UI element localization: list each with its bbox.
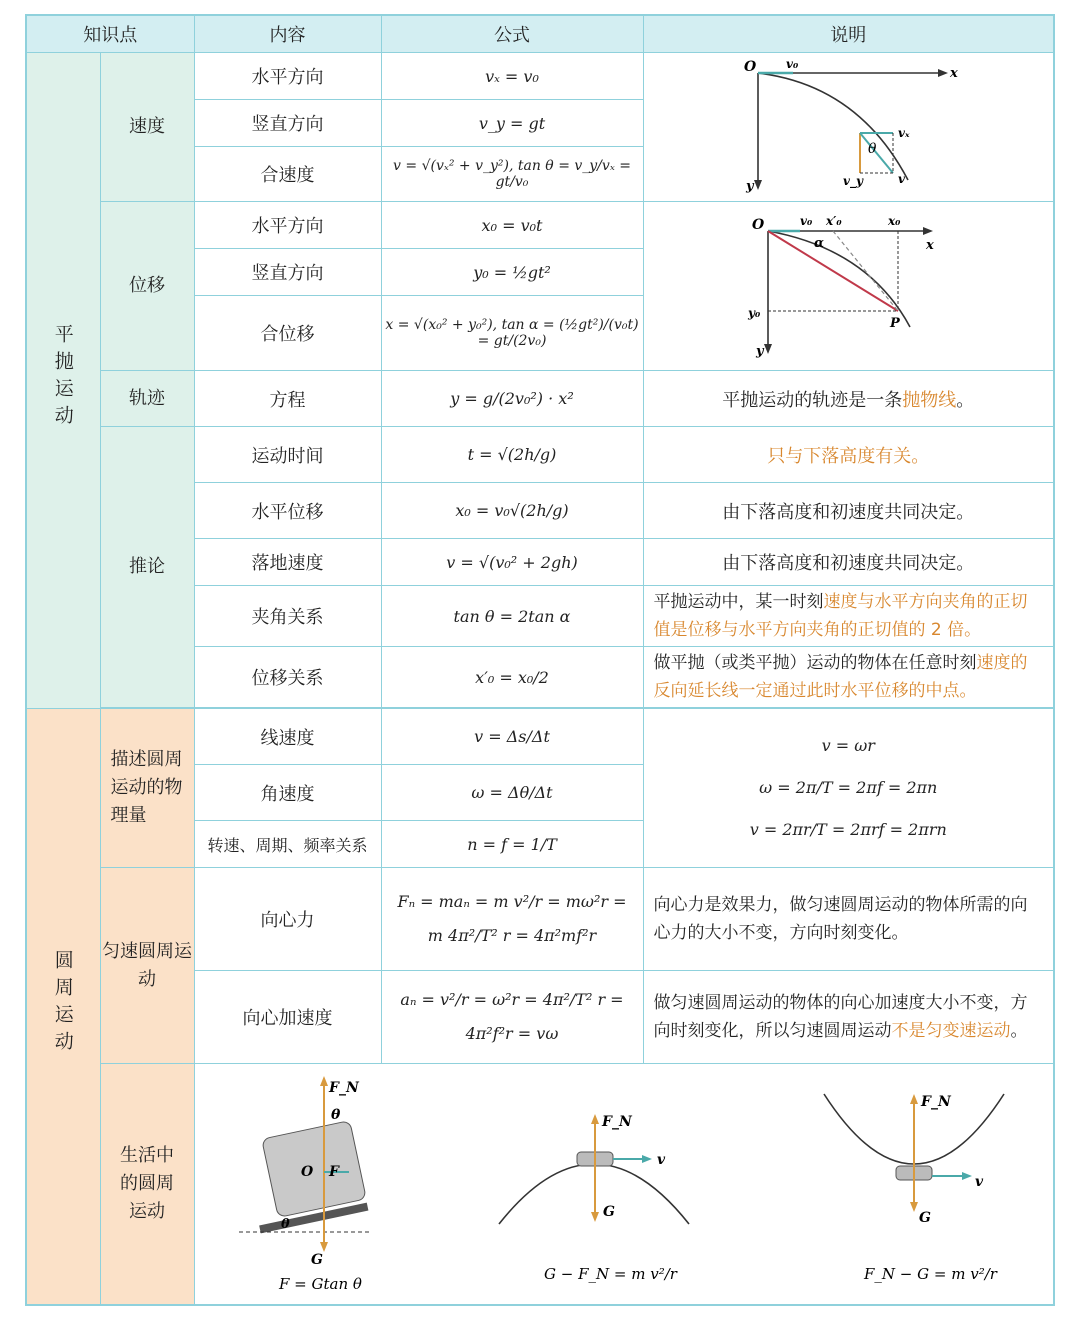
caption: F = Gtan θ — [278, 1275, 362, 1293]
formula-cell: ω = Δθ/Δt — [381, 765, 643, 821]
item-cell: 运动时间 — [194, 427, 381, 483]
label-p: P — [890, 315, 901, 331]
item-cell: 角速度 — [194, 765, 381, 821]
label-g: G — [918, 1210, 931, 1226]
label-fn: F_N — [920, 1094, 951, 1110]
formula-cell: v = Δs/Δt — [381, 709, 643, 765]
label-g: G — [602, 1204, 615, 1220]
velocity-diagram — [738, 55, 958, 195]
label-v: v — [656, 1152, 665, 1168]
formula-cell: n = f = 1/T — [381, 821, 643, 868]
label-f: F — [328, 1164, 339, 1180]
formula-cell: v = √(v₀² + 2gh) — [381, 539, 643, 586]
label-vx: vₓ — [898, 125, 910, 140]
caption: G − F_N = m v²/r — [543, 1265, 677, 1283]
life-figures-cell — [194, 1064, 1054, 1306]
header-explanation: 说明 — [643, 15, 1054, 53]
note-line: v = ωr — [821, 736, 875, 755]
note-line: v = 2πr/T = 2πrf = 2πrn — [749, 820, 947, 839]
header-formula: 公式 — [381, 15, 643, 53]
item-cell: 落地速度 — [194, 539, 381, 586]
item-cell: 竖直方向 — [194, 249, 381, 296]
note-cell: 平抛运动中，某一时刻速度与水平方向夹角的正切值是位移与水平方向夹角的正切值的 2 倍。 — [643, 586, 1054, 647]
header-content: 内容 — [194, 15, 381, 53]
item-cell: 水平方向 — [194, 53, 381, 100]
group-projectile: 平抛运动 — [26, 53, 100, 709]
header-knowledge: 知识点 — [26, 15, 194, 53]
item-cell: 向心加速度 — [194, 971, 381, 1064]
label-y: y — [756, 343, 764, 359]
formula-cell: y₀ = ½gt² — [381, 249, 643, 296]
life-figures — [199, 1064, 1049, 1299]
cat-life: 生活中的圆周运动 — [100, 1064, 194, 1306]
label-x0: x₀ — [888, 213, 901, 228]
item-cell: 竖直方向 — [194, 100, 381, 147]
item-cell: 方程 — [194, 371, 381, 427]
note-cell: 做平抛（或类平抛）运动的物体在任意时刻速度的反向延长线一定通过此时水平位移的中点。 — [643, 647, 1054, 708]
label-x: x — [950, 65, 959, 81]
note-cell: 做匀速圆周运动的物体的向心加速度大小不变，方向时刻变化，所以匀速圆周运动不是匀变速运动。 — [643, 971, 1054, 1064]
formula-cell: v = √(vₓ² + v_y²), tan θ = v_y/vₓ = gt/v₀ — [381, 147, 643, 202]
formula-cell: x = √(x₀² + y₀²), tan α = (½gt²)/(v₀t) = gt/(2v₀) — [381, 296, 643, 371]
label-fn: F_N — [601, 1114, 632, 1130]
header-row — [26, 15, 1054, 53]
item-cell: 夹角关系 — [194, 586, 381, 647]
label-y: y — [746, 178, 754, 194]
item-cell: 向心力 — [194, 868, 381, 971]
label-x: x — [926, 237, 935, 253]
displacement-diagram — [738, 209, 958, 359]
formula-cell: y = g/(2v₀²) · x² — [381, 371, 643, 427]
formula-cell: tan θ = 2tan α — [381, 586, 643, 647]
valley-figure — [824, 1094, 1004, 1283]
label-y0: y₀ — [748, 305, 761, 320]
cat-velocity: 速度 — [100, 53, 194, 202]
label-theta: θ — [868, 140, 877, 157]
label-origin: O — [752, 216, 765, 233]
note-cell: 由下落高度和初速度共同决定。 — [643, 539, 1054, 586]
label-alpha: α — [814, 235, 825, 251]
label-theta: θ — [330, 1107, 341, 1123]
formula-cell: x₀ = v₀√(2h/g) — [381, 483, 643, 539]
item-cell: 水平位移 — [194, 483, 381, 539]
item-cell: 转速、周期、频率关系 — [194, 821, 381, 868]
label-v: v — [898, 171, 906, 186]
note-cell: 向心力是效果力，做匀速圆周运动的物体所需的向心力的大小不变，方向时刻变化。 — [643, 868, 1054, 971]
note-cell: 平抛运动的轨迹是一条抛物线。 — [643, 371, 1054, 427]
caption: F_N − G = m v²/r — [863, 1265, 997, 1283]
formula-cell: Fₙ = maₙ = m v²/r = mω²r = m 4π²/T² r = 4π²mf²r — [381, 868, 643, 971]
item-cell: 位移关系 — [194, 647, 381, 708]
physics-summary-table — [25, 14, 1055, 1306]
cat-quantities: 描述圆周运动的物理量 — [100, 709, 194, 868]
cat-uniform: 匀速圆周运动 — [100, 868, 194, 1064]
formula-cell: x′₀ = x₀/2 — [381, 647, 643, 708]
label-origin: O — [744, 58, 757, 75]
label-vy: v_y — [843, 173, 864, 188]
formula-cell: v_y = gt — [381, 100, 643, 147]
label-o: O — [300, 1164, 313, 1180]
banked-track-figure — [239, 1076, 369, 1293]
cat-inference: 推论 — [100, 427, 194, 708]
formula-cell: x₀ = v₀t — [381, 202, 643, 249]
formula-cell: vₓ = v₀ — [381, 53, 643, 100]
velocity-diagram-cell — [643, 53, 1054, 202]
cat-displacement: 位移 — [100, 202, 194, 371]
displacement-diagram-cell — [643, 202, 1054, 371]
cat-trajectory: 轨迹 — [100, 371, 194, 427]
hill-figure — [499, 1114, 689, 1283]
note-cell: 只与下落高度有关。 — [643, 427, 1054, 483]
label-x0-prime: x′₀ — [826, 213, 842, 228]
item-cell: 水平方向 — [194, 202, 381, 249]
note-cell: 由下落高度和初速度共同决定。 — [643, 483, 1054, 539]
quantities-note-cell — [643, 709, 1054, 868]
group-circular: 圆周运动 — [26, 709, 100, 1306]
label-theta2: θ — [280, 1217, 290, 1232]
label-v: v — [974, 1174, 983, 1190]
label-v0: v₀ — [786, 56, 799, 71]
item-cell: 合位移 — [194, 296, 381, 371]
label-fn: F_N — [328, 1080, 359, 1096]
item-cell: 线速度 — [194, 709, 381, 765]
note-line: ω = 2π/T = 2πf = 2πn — [759, 778, 938, 797]
item-cell: 合速度 — [194, 147, 381, 202]
formula-cell: aₙ = v²/r = ω²r = 4π²/T² r = 4π²f²r = vω — [381, 971, 643, 1064]
label-v0: v₀ — [800, 213, 813, 228]
formula-cell: t = √(2h/g) — [381, 427, 643, 483]
label-g: G — [310, 1252, 323, 1268]
